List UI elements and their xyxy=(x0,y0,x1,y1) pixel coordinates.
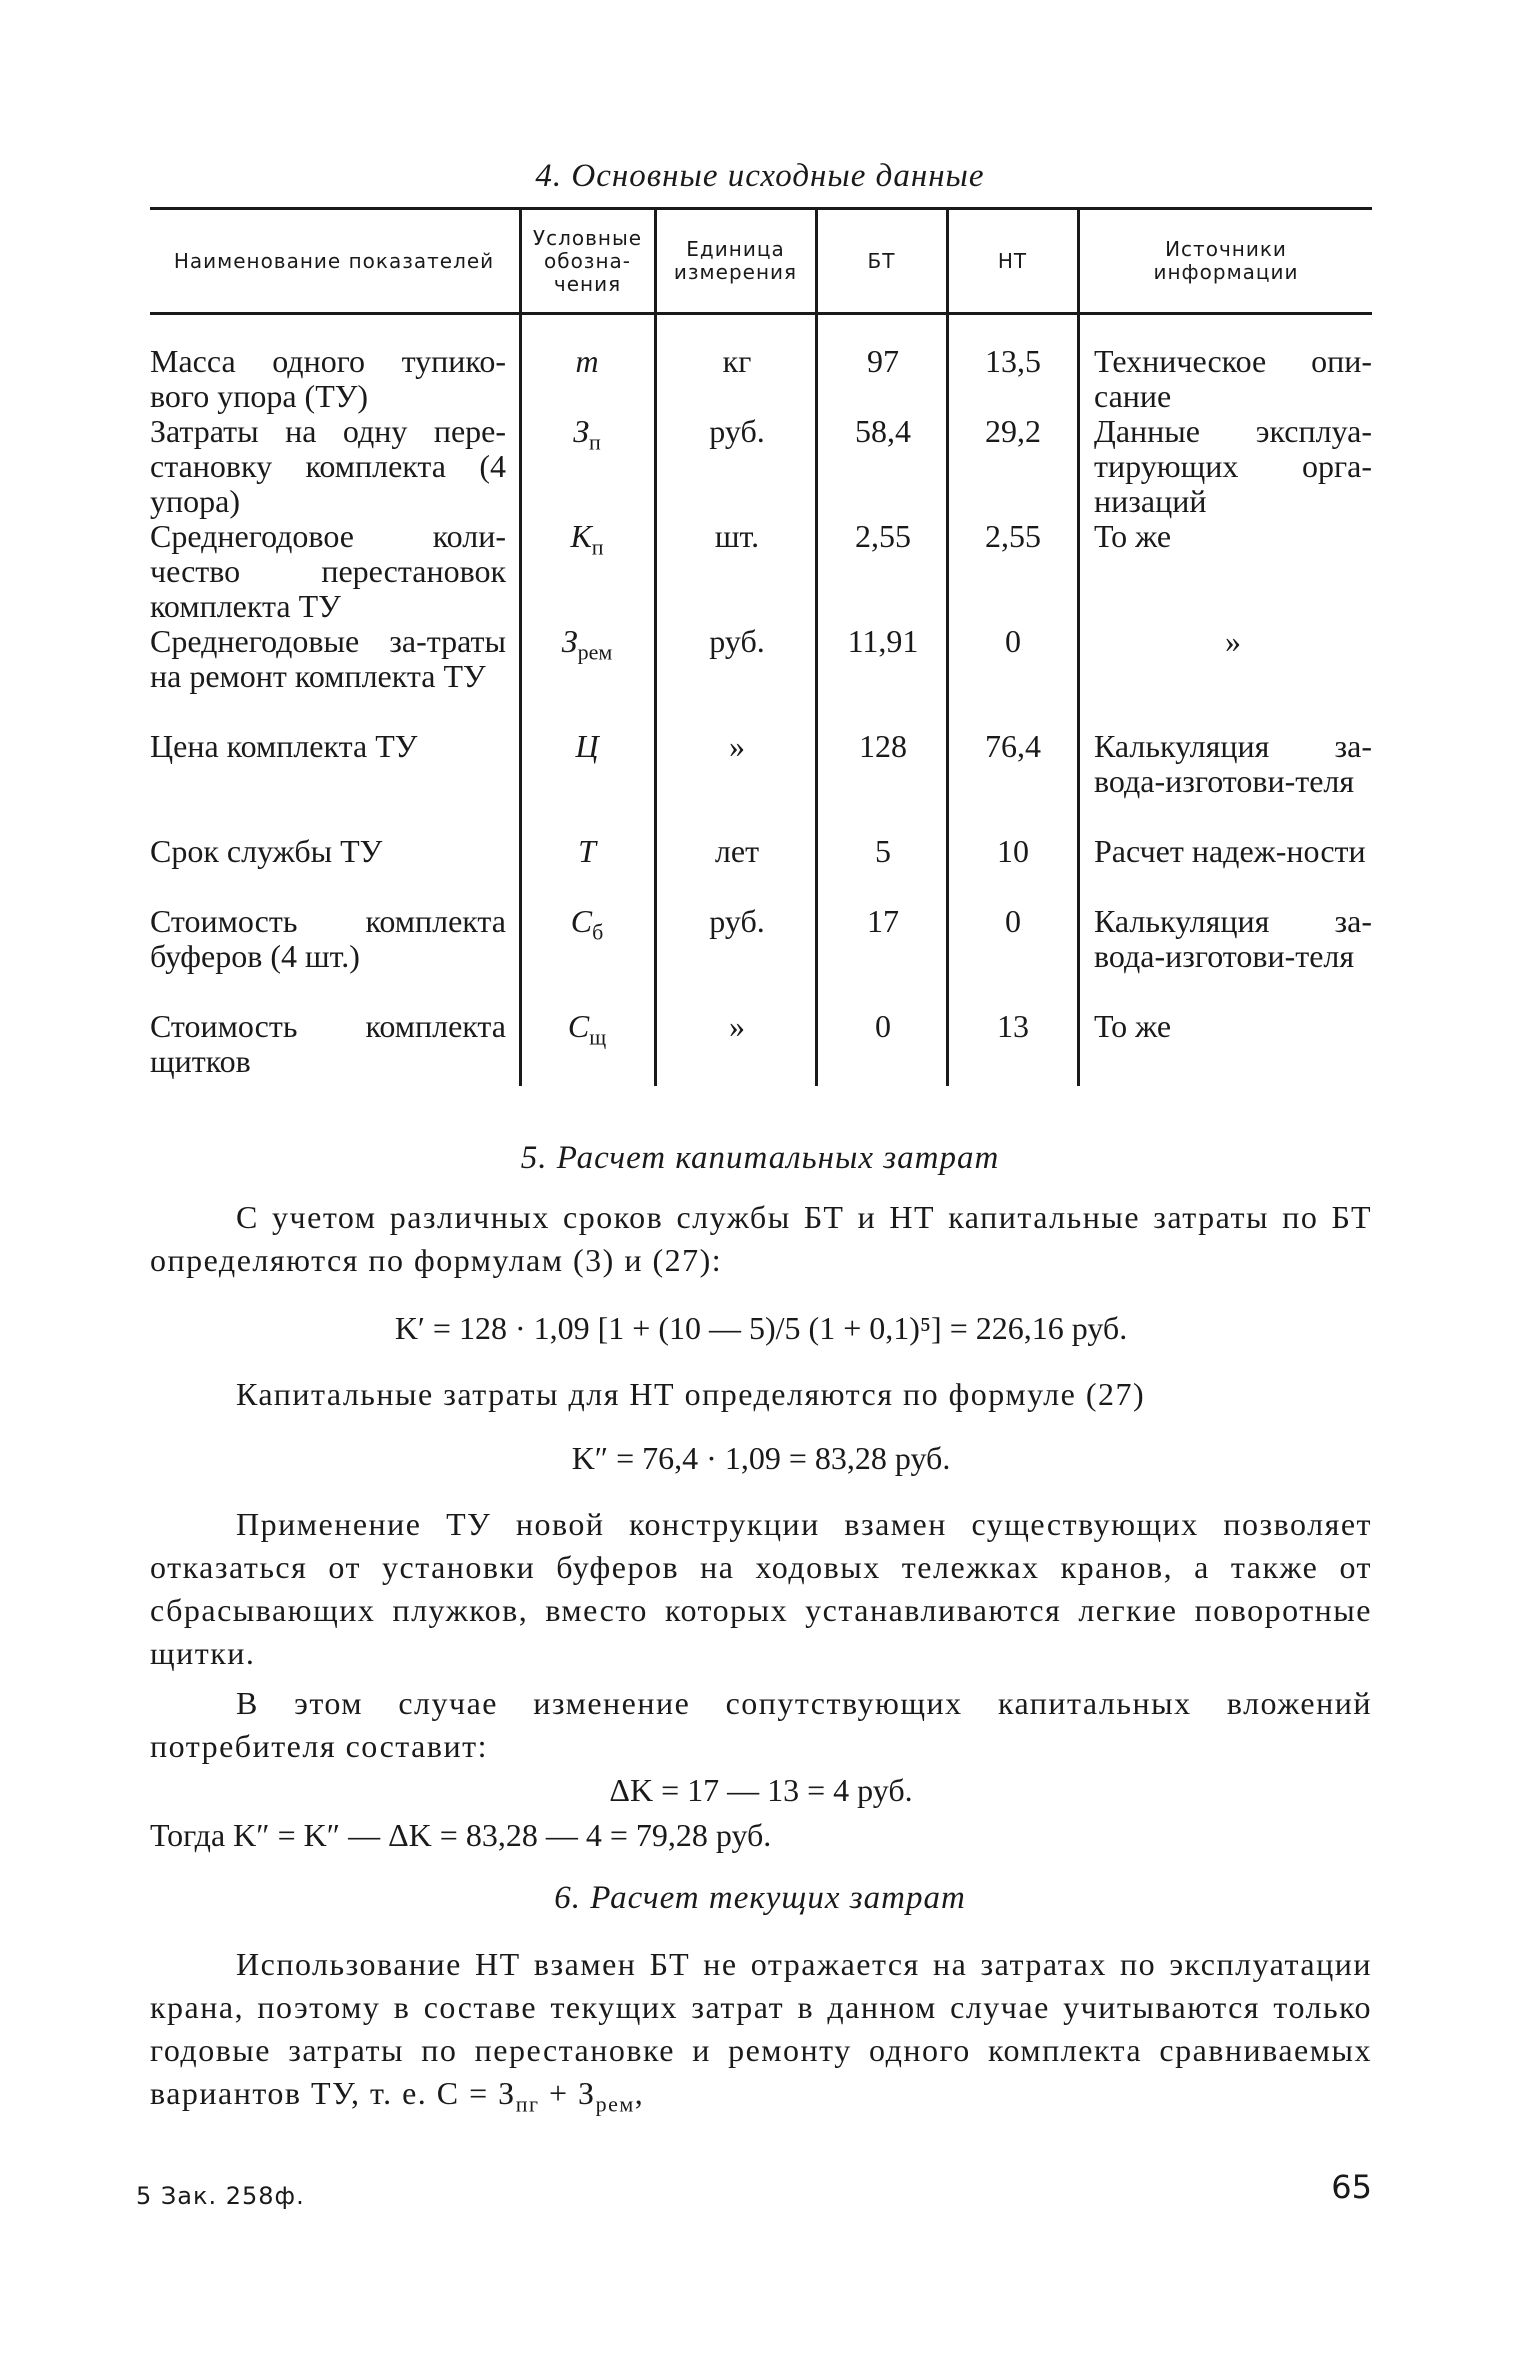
paragraph: Использование НТ взамен БТ не отражается на затратах по эксплуатации крана, поэтому в составе текущих затрат в данном случае учитываются только годовые затраты по перестановке и ремонту одного комплекта сравниваемых вариантов ТУ, т. е. $С = З_{пг} + З_{рем}$, xyxy=(150,1946,1372,2117)
row-source: Расчет надеж-ности xyxy=(1094,833,1366,869)
row-symbol: $С_б$ xyxy=(570,903,604,945)
row-source: Калькуляция за-вода-изготови-теля xyxy=(1094,728,1372,799)
row-symbol: $З_{рем}$ xyxy=(561,623,613,665)
paragraph: В этом случае изменение сопутствующих капитальных вложений потребителя составит: xyxy=(150,1685,1372,1764)
section-6-title: 6. Расчет текущих затрат xyxy=(554,1880,966,1916)
row-unit: руб. xyxy=(709,903,765,939)
row-nt: 13 xyxy=(997,1008,1029,1044)
table-title: 4. Основные исходные данные xyxy=(535,158,985,194)
table-column-divider xyxy=(654,208,657,1086)
paragraph: Применение ТУ новой конструкции взамен существующих позволяет отказаться от установки буферов на ходовых тележках кранов, а также от сбрасывающих плужков, вместо которых устанавливаются легкие поворотные щитки. xyxy=(150,1506,1372,1671)
row-bt: 58,4 xyxy=(855,413,911,449)
header-source: Источники информации xyxy=(1153,237,1299,284)
row-nt: 76,4 xyxy=(985,728,1041,764)
row-name: Цена комплекта ТУ xyxy=(150,728,418,764)
row-symbol: Т xyxy=(578,833,596,869)
row-source: То же xyxy=(1094,518,1172,554)
row-name: Стоимость комплекта щитков xyxy=(150,1008,506,1079)
row-bt: 128 xyxy=(859,728,907,764)
row-source: » xyxy=(1225,623,1241,659)
row-unit: лет xyxy=(714,833,760,869)
row-nt: 0 xyxy=(1005,903,1021,939)
row-unit: руб. xyxy=(709,413,765,449)
row-symbol: $К_п$ xyxy=(570,518,604,560)
row-source: То же xyxy=(1094,1008,1172,1044)
paragraph: С учетом различных сроков службы БТ и НТ капитальные затраты по БТ определяются по формулам (3) и (27): xyxy=(150,1199,1372,1278)
row-unit: » xyxy=(729,1008,745,1044)
row-nt: 29,2 xyxy=(985,413,1041,449)
header-symbol: Условные обозна-чения xyxy=(532,225,643,296)
row-name: Затраты на одну пере-становку комплекта (4 упора) xyxy=(150,413,506,519)
section-5-title: 5. Расчет капитальных затрат xyxy=(520,1140,1000,1176)
formula: K′ = 128 · 1,09 [1 + (10 — 5)/5 (1 + 0,1)⁵] = 226,16 руб. xyxy=(394,1310,1128,1346)
row-bt: 2,55 xyxy=(855,518,911,554)
row-source: Калькуляция за-вода-изготови-теля xyxy=(1094,903,1372,974)
row-nt: 13,5 xyxy=(985,343,1041,379)
row-name: Среднегодовые за-траты на ремонт комплекта ТУ xyxy=(150,623,506,694)
row-name: Среднегодовое коли-чество перестановок комплекта ТУ xyxy=(150,518,506,624)
row-bt: 17 xyxy=(867,903,899,939)
row-nt: 10 xyxy=(997,833,1029,869)
row-nt: 2,55 xyxy=(985,518,1041,554)
paragraph: Капитальные затраты для НТ определяются по формуле (27) xyxy=(236,1376,1146,1412)
row-symbol: Ц xyxy=(575,728,599,764)
table-column-divider xyxy=(1077,208,1080,1086)
row-bt: 5 xyxy=(875,833,891,869)
row-source: Данные эксплуа-тирующих орга-низаций xyxy=(1094,413,1372,519)
table-header-rule xyxy=(150,312,1372,315)
row-name: Стоимость комплекта буферов (4 шт.) xyxy=(150,903,506,974)
row-name: Масса одного тупико-вого упора (ТУ) xyxy=(150,343,506,414)
row-source: Техническое опи-сание xyxy=(1094,343,1372,414)
row-symbol: $З_п$ xyxy=(573,413,601,455)
header-unit: Единица измерения xyxy=(673,237,798,284)
header-bt: БТ xyxy=(867,248,896,273)
header-nt: НТ xyxy=(997,248,1028,273)
formula: ΔK = 17 — 13 = 4 руб. xyxy=(609,1772,913,1808)
footer-note: 5 Зак. 258ф. xyxy=(136,2182,305,2210)
row-unit: кг xyxy=(722,343,752,379)
row-bt: 0 xyxy=(875,1008,891,1044)
row-symbol: $С_щ$ xyxy=(567,1008,607,1050)
header-name: Наименование показателей xyxy=(173,248,495,273)
row-nt: 0 xyxy=(1005,623,1021,659)
row-unit: шт. xyxy=(714,518,760,554)
formula: K″ = 76,4 · 1,09 = 83,28 руб. xyxy=(571,1440,951,1476)
row-bt: 97 xyxy=(867,343,899,379)
row-symbol: m xyxy=(575,343,599,379)
row-bt: 11,91 xyxy=(847,623,919,659)
row-unit: руб. xyxy=(709,623,765,659)
row-unit: » xyxy=(729,728,745,764)
page-number: 65 xyxy=(1331,2168,1372,2206)
formula-line: Тогда K″ = K″ — ΔK = 83,28 — 4 = 79,28 руб. xyxy=(150,1817,772,1853)
row-name: Срок службы ТУ xyxy=(150,833,383,869)
